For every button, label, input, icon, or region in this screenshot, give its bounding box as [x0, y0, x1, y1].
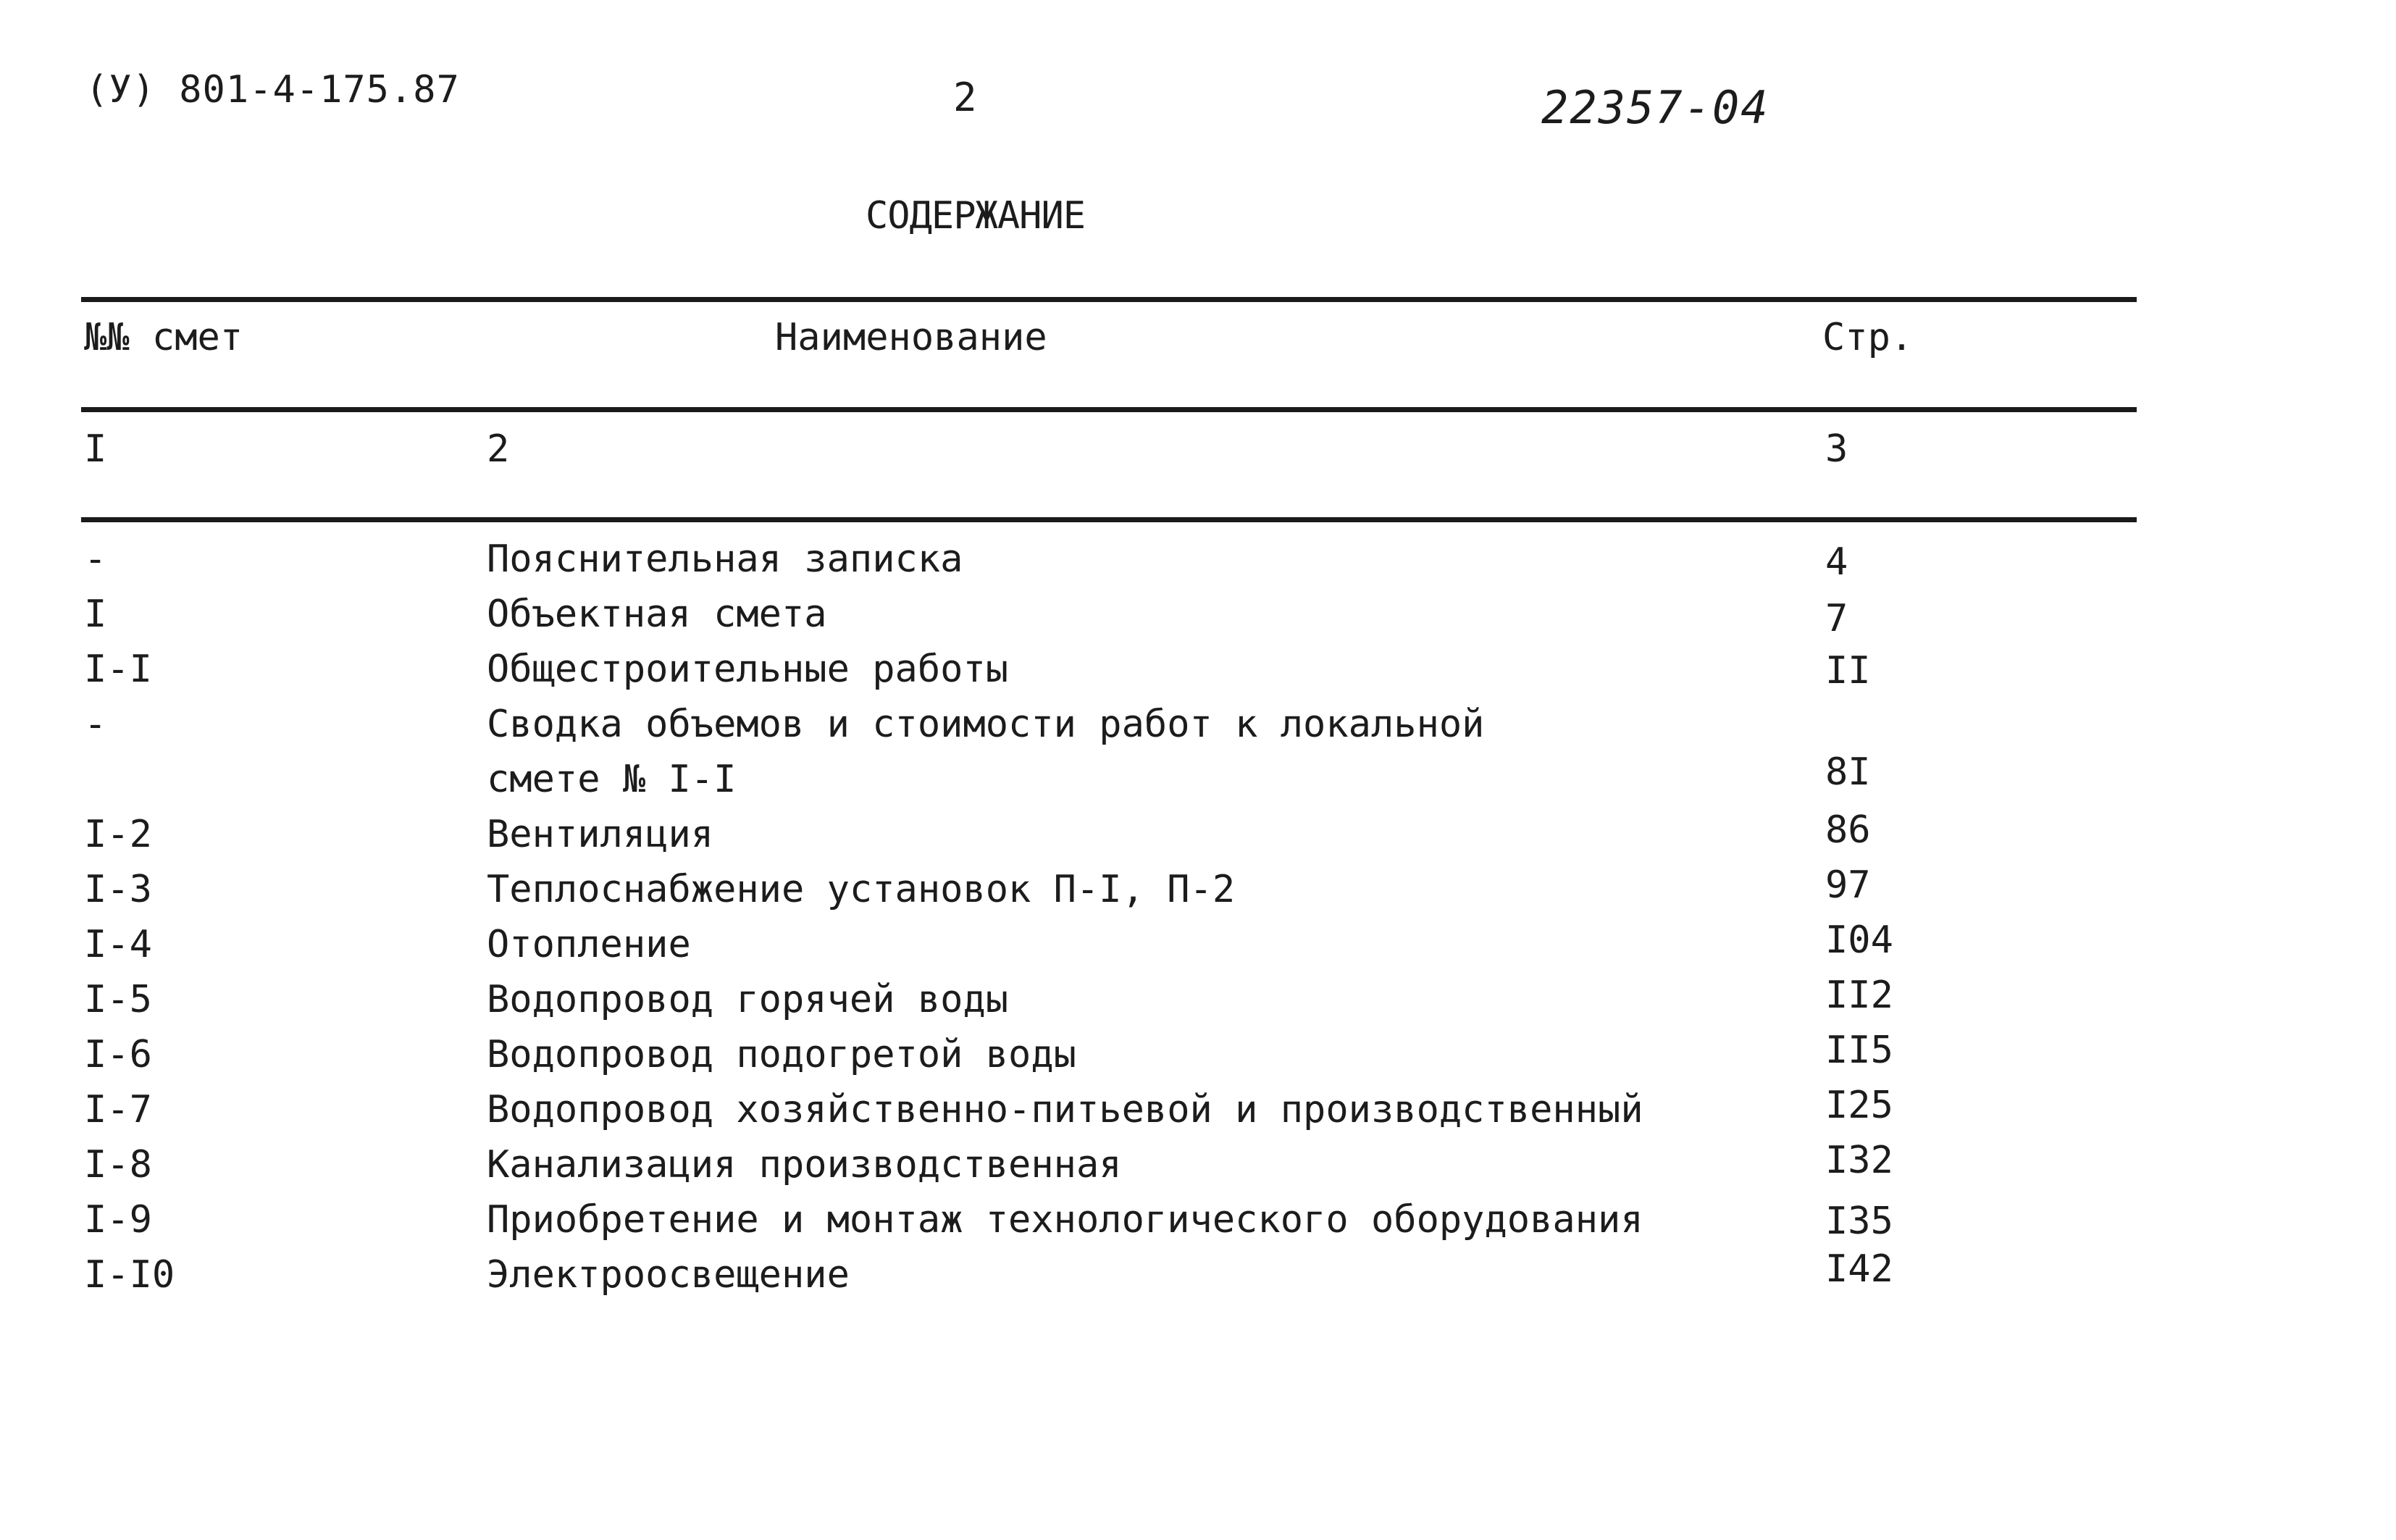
row-page: I42 [1825, 1247, 1893, 1291]
row-number: - [84, 703, 107, 746]
row-number: I-6 [84, 1033, 152, 1076]
row-name: Канализация производственная [487, 1143, 1122, 1187]
header-bottom-rule [81, 407, 2137, 412]
row-page: 7 [1825, 597, 1848, 640]
header-name: Наименование [775, 316, 1047, 359]
header-estimate-number: №№ смет [84, 316, 243, 359]
row-number: - [84, 537, 107, 581]
row-name: Общестроительные работы [487, 648, 1009, 691]
header-page: Стр. [1822, 316, 1914, 359]
row-name: Сводка объемов и стоимости работ к локальной [487, 703, 1485, 746]
row-name: Теплоснабжение установок П-I, П-2 [487, 868, 1236, 911]
row-number: I-3 [84, 868, 152, 911]
row-page: II2 [1825, 974, 1893, 1017]
column-numbers-bottom-rule [81, 517, 2137, 522]
row-number: I-7 [84, 1088, 152, 1131]
row-name: Отопление [487, 923, 691, 966]
table-top-rule [81, 297, 2137, 302]
column-number-1: I [84, 427, 107, 471]
row-number: I-I [84, 648, 152, 691]
row-page: 86 [1825, 808, 1871, 852]
row-page: I04 [1825, 918, 1893, 962]
row-name: Электроосвещение [487, 1253, 850, 1297]
row-name: Объектная смета [487, 593, 827, 636]
row-number: I-2 [84, 813, 152, 856]
column-number-2: 2 [487, 427, 510, 471]
row-number: I-8 [84, 1143, 152, 1187]
row-page: I35 [1825, 1200, 1893, 1243]
document-number: 22357-04 [1541, 81, 1769, 134]
row-page: 97 [1825, 863, 1871, 907]
row-page: II [1825, 649, 1871, 692]
row-page: II5 [1825, 1029, 1893, 1072]
row-page: I32 [1825, 1139, 1893, 1182]
row-page: 8I [1825, 750, 1871, 794]
row-name: Вентиляция [487, 813, 714, 856]
row-number: I-4 [84, 923, 152, 966]
row-name: Водопровод горячей воды [487, 978, 1009, 1021]
row-name: Приобретение и монтаж технологического оборудования [487, 1198, 1643, 1242]
row-name: Водопровод подогретой воды [487, 1033, 1076, 1076]
page-number: 2 [953, 75, 977, 120]
row-page: I25 [1825, 1084, 1893, 1127]
column-number-3: 3 [1825, 427, 1848, 471]
row-name: смете № I-I [487, 758, 737, 801]
row-number: I-5 [84, 978, 152, 1021]
row-number: I-9 [84, 1198, 152, 1242]
row-number: I [84, 593, 107, 636]
document-code: (У) 801-4-175.87 [85, 68, 460, 112]
page-title: СОДЕРЖАНИЕ [866, 194, 1086, 238]
row-number: I-I0 [84, 1253, 175, 1297]
row-page: 4 [1825, 540, 1848, 584]
row-name: Пояснительная записка [487, 537, 963, 581]
row-name: Водопровод хозяйственно-питьевой и производственный [487, 1088, 1643, 1131]
